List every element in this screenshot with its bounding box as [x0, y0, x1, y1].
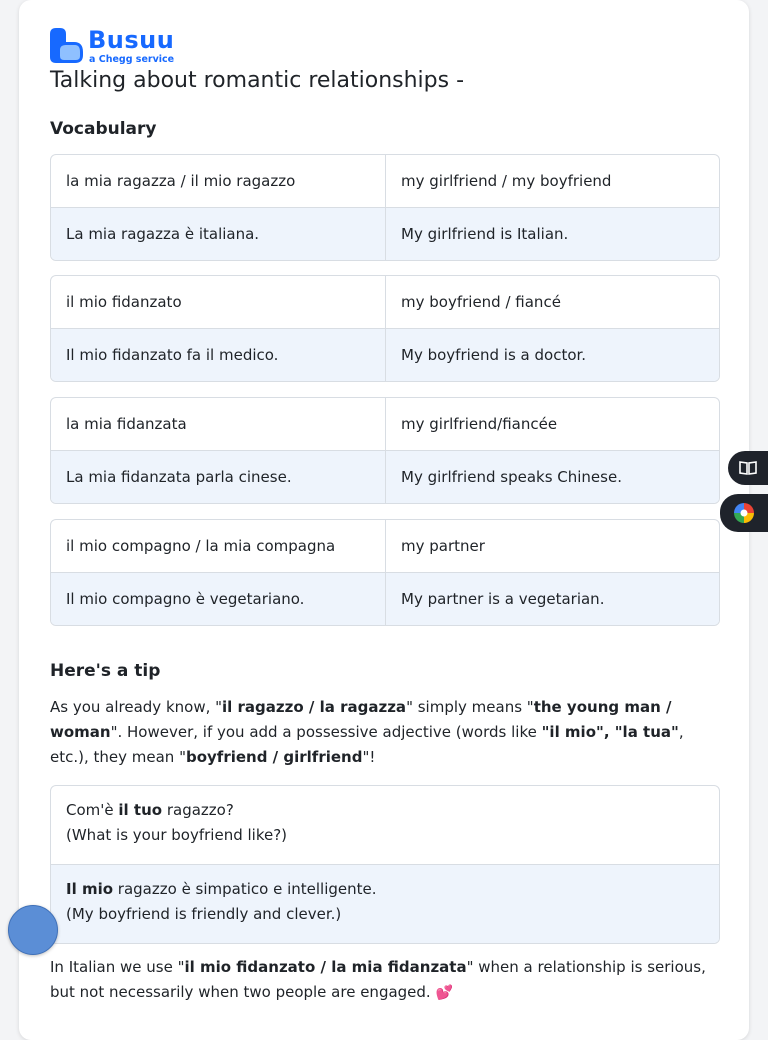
example-bold-text: il tuo: [118, 801, 163, 819]
tip-example-translation: (What is your boyfriend like?): [66, 826, 288, 844]
vocab-table: [50, 519, 720, 626]
vocab-example-translation: My girlfriend is Italian.: [385, 208, 719, 260]
reader-mode-button[interactable]: [728, 451, 768, 485]
vocab-translation: my girlfriend/fiancée: [385, 398, 719, 450]
tip-example-translation: (My boyfriend is friendly and clever.): [66, 905, 342, 923]
vocab-example-row: [51, 450, 719, 503]
tip-bold-text: il ragazzo / la ragazza: [222, 698, 407, 716]
vocab-term: il mio fidanzato: [66, 293, 182, 311]
vocab-table: [50, 397, 720, 504]
usage-paragraph: [50, 955, 720, 1006]
translate-extension-button[interactable]: [720, 494, 768, 532]
brand-name: Busuu: [88, 26, 175, 54]
vocab-example-row: [51, 207, 719, 260]
vocab-translation: my girlfriend / my boyfriend: [385, 155, 719, 207]
color-wheel-icon: [733, 502, 755, 524]
vocab-example-row: [51, 572, 719, 625]
tip-text: , etc.), they mean ": [50, 723, 684, 766]
tip-example-box: [50, 785, 720, 944]
vocab-term-row: [51, 398, 719, 450]
usage-bold-text: il mio fidanzato / la mia fidanzata: [184, 958, 467, 976]
heart-emoji-icon: 💕: [435, 985, 453, 1001]
vocab-table: [50, 275, 720, 382]
vocab-example-translation: My partner is a vegetarian.: [385, 573, 719, 625]
vocab-term: il mio compagno / la mia compagna: [66, 537, 336, 555]
tip-paragraph: [50, 695, 720, 770]
vocab-term-row: [51, 276, 719, 328]
vocabulary-heading: Vocabulary: [50, 119, 157, 139]
vocab-example-translation: My boyfriend is a doctor.: [385, 329, 719, 381]
tip-example-sentence: [66, 798, 704, 823]
tip-bold-text: the young man / woman: [50, 698, 672, 741]
example-bold-text: Il mio: [66, 880, 114, 898]
vocab-example: La mia ragazza è italiana.: [66, 225, 260, 243]
vocab-term: la mia fidanzata: [66, 415, 187, 433]
vocab-example: Il mio fidanzato fa il medico.: [66, 346, 279, 364]
vocab-translation: my boyfriend / fiancé: [385, 276, 719, 328]
tip-example-sentence: [66, 877, 704, 902]
brand-tagline: a Chegg service: [89, 54, 175, 65]
assistant-bubble-button[interactable]: [8, 905, 58, 955]
tip-text: ". However, if you add a possessive adjective (words like: [110, 723, 542, 741]
example-text: ragazzo è simpatico e intelligente.: [113, 880, 377, 898]
vocab-term-row: [51, 520, 719, 572]
vocab-example-translation: My girlfriend speaks Chinese.: [385, 451, 719, 503]
vocab-term-row: [51, 155, 719, 207]
busuu-logo-mark-icon: [50, 28, 83, 63]
tip-bold-text: boyfriend / girlfriend: [185, 748, 363, 766]
tip-text: "!: [362, 748, 376, 766]
usage-text: " when a relationship is serious, but not necessarily when two people are engaged.: [50, 958, 706, 1001]
book-icon: [738, 460, 758, 476]
vocab-example-row: [51, 328, 719, 381]
busuu-logo[interactable]: [50, 28, 174, 65]
page-title: Talking about romantic relationships -: [50, 68, 465, 93]
tip-text: As you already know, ": [50, 698, 223, 716]
vocab-example: La mia fidanzata parla cinese.: [66, 468, 292, 486]
example-text: Com'è: [66, 801, 119, 819]
example-text: ragazzo?: [162, 801, 234, 819]
usage-text: In Italian we use ": [50, 958, 185, 976]
tip-example: [51, 864, 719, 943]
vocab-table: [50, 154, 720, 261]
tip-heading: Here's a tip: [50, 661, 161, 681]
tip-text: " simply means ": [406, 698, 534, 716]
vocab-translation: my partner: [385, 520, 719, 572]
tip-example: [51, 786, 719, 864]
vocab-term: la mia ragazza / il mio ragazzo: [66, 172, 296, 190]
tip-bold-text: "il mio", "la tua": [541, 723, 679, 741]
vocab-example: Il mio compagno è vegetariano.: [66, 590, 305, 608]
